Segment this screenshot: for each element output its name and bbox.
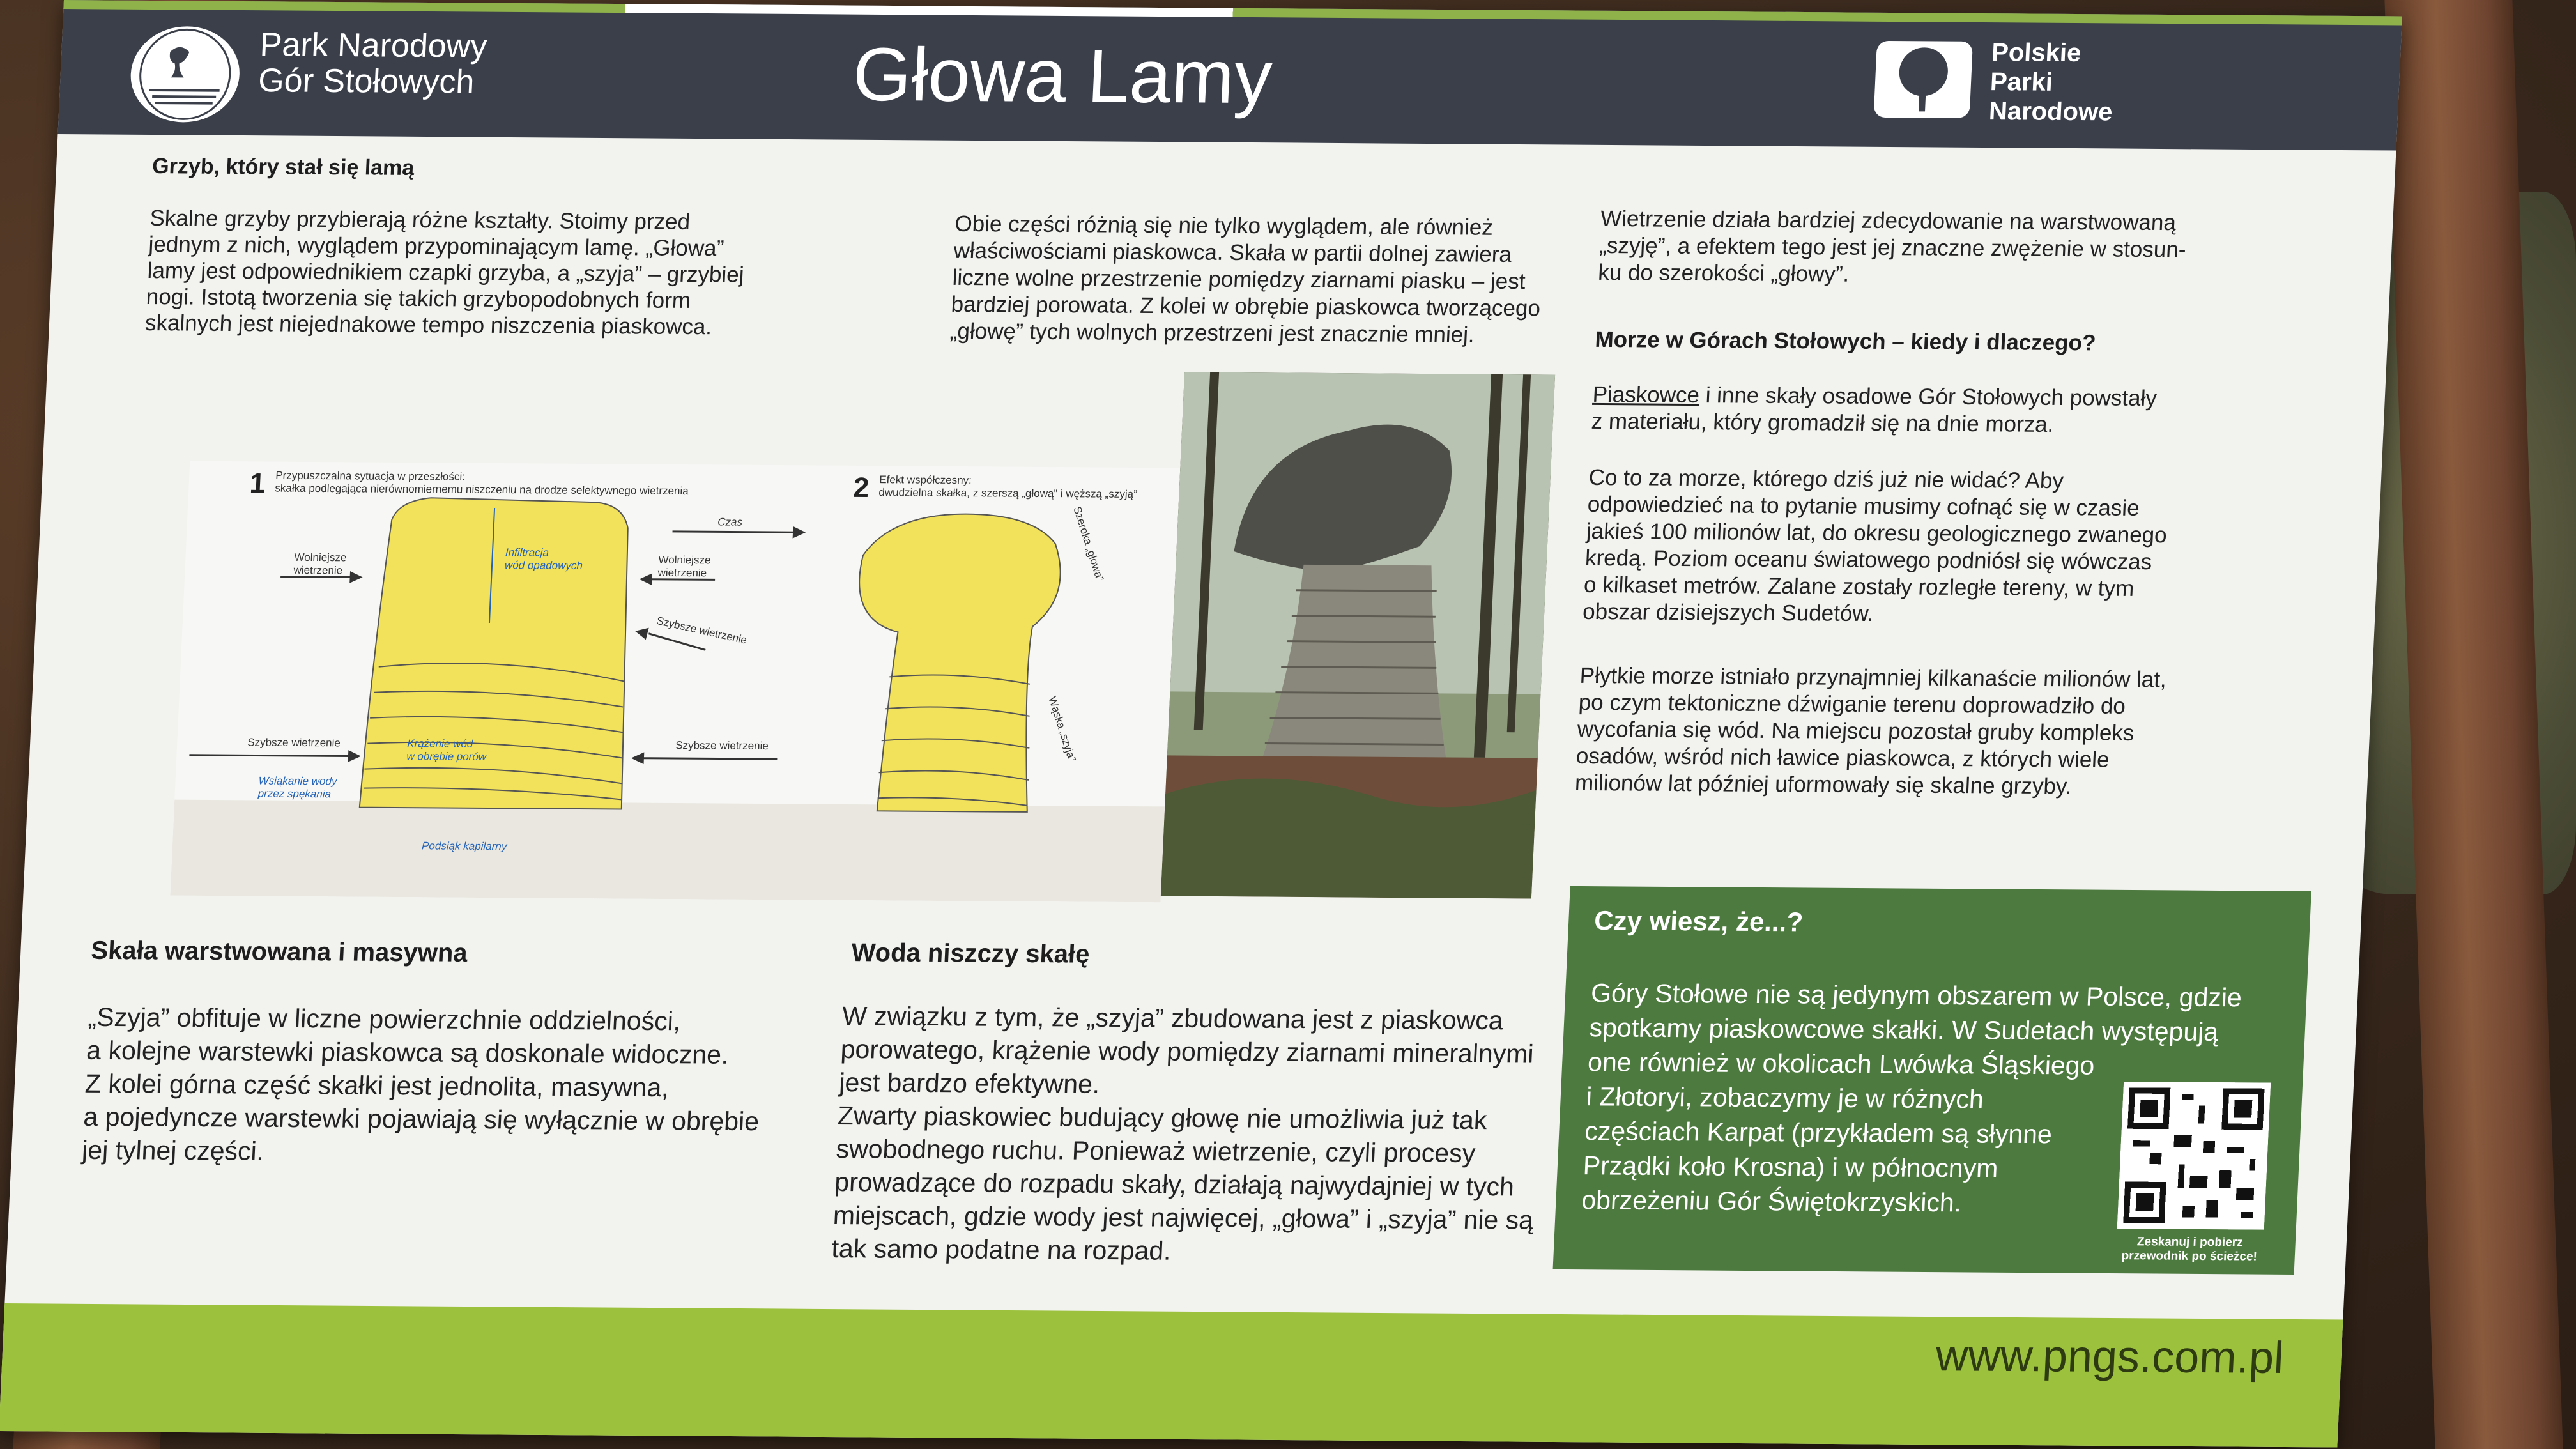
diagram-drawing (170, 461, 1180, 903)
weathering-diagram (170, 461, 1180, 903)
label-slower-left: Wolniejsze wietrzenie (293, 551, 347, 577)
text-layered: „Szyja” obfituje w liczne powierzchnie oddzielności, a kolejne warstewki piaskowca są doskonale widoczne. Z kolei górna część skałki jest jednolita, masywna, a pojedyncze warstewki pojawiają się wyłącznie w obrębie jej tylnej części. (81, 1002, 760, 1166)
label-faster-left: Szybsze wietrzenie (247, 736, 341, 749)
text-sea-1 (1591, 381, 2264, 440)
label-narrow-neck: Wąska „szyja” (1046, 694, 1078, 763)
text-sea-2: Co to za morze, którego dziś już nie widać? Aby odpowiedzieć na to pytanie musimy cofnąć się w czasie jakieś 100 milionów lat, do okresu geologicznego zwanego kredą. Poziom oceanu światowego podniósł się wówczas o kilkaset metrów. Zalane zostały rozległe tereny, w tym obszar dzisiejszych Sudetów. (1582, 464, 2168, 627)
step-1-number: 1 (249, 468, 266, 500)
text-sea-3: Płytkie morze istniało przynajmniej kilkanaście milionów lat, po czym tektoniczne dźwiganie terenu doprowadziło do wycofania się wód. Na miejscu pozostał gruby kompleks osadów, wśród nich ławice piaskowca, z których wiele milionów lat później uformowały się skalne grzyby. (1574, 663, 2167, 799)
text-sea-1-rest: i inne skały osadowe Gór Stołowych powstały z materiału, który gromadził się na dnie morza. (1590, 383, 2158, 437)
text-porosity: Obie części różnią się nie tylko wyglądem, ale również właściwościami piaskowca. Skała w partii dolnej zawiera liczne wolne przestrzenie pomiędzy ziarnami piasku – jest bardziej porowata. Z kolei w obrębie piaskowca tworzącego „głowę” tych wolnych przestrzeni jest znacznie mniej. (949, 211, 1541, 348)
header-color-strip (63, 0, 2402, 26)
step-2-subtitle: dwudzielna skałka, z szerszą „głową” i węższą „szyją” (878, 486, 1138, 500)
step-1-subtitle: skałka podlegająca nierównomiernemu niszczeniu na drodze selektywnego wietrzenia (274, 482, 689, 498)
label-faster-right: Szybsze wietrzenie (675, 739, 769, 753)
page-title: Głowa Lamy (851, 32, 1274, 120)
link-piaskowce[interactable]: Piaskowce (1591, 381, 1700, 408)
label-infiltration: Infiltracja wód opadowych (504, 546, 583, 572)
board-header (57, 0, 2402, 151)
qr-caption: Zeskanuj i pobierz przewodnik po ścieżce! (2121, 1235, 2258, 1264)
park-logo-icon (128, 26, 241, 123)
park-name: Park Narodowy Gór Stołowych (257, 26, 488, 101)
did-you-know-text: Góry Stołowe nie są jedynym obszarem w Polsce, gdzie spotkamy piaskowcowe skałki. W Sudetach występują one również w okolicach Lwówka Śląskiego i Złotoryi, zobaczymy je w różnych częściach Karpat (przykładem są słynne Prządki koło Krosna) i w północnym obrzeżeniu Gór Świętokrzyskich. (1581, 978, 2242, 1218)
did-you-know-title: Czy wiesz, że...? (1593, 905, 1804, 937)
label-capillary: Podsiąk kapilarny (421, 839, 507, 853)
rock-photo-drawing (1161, 372, 1555, 898)
step-2-number: 2 (852, 471, 870, 504)
text-water: W związku z tym, że „szyja” zbudowana jest z piaskowca porowatego, krążenie wody pomiędzy ziarnami mineralnymi jest bardzo efektywne. Zwarty piaskowiec budujący głowę nie umożliwia już tak swobodnego ruchu. Ponieważ wietrzenie, czyli procesy prowadzące do rozpadu skały, działają najwydajniej w tych miejscach, gdzie wody jest najwięcej, „głowa” i „szyja” nie są tak samo podatne na rozpad. (831, 1001, 1535, 1266)
label-faster-mid: Szybsze wietrzenie (655, 614, 749, 647)
text-mushroom: Skalne grzyby przybierają różne kształty. Stoimy przed jednym z nich, wyglądem przypominającym lamę. „Głowa” lamy jest odpowiednikiem czapki grzyba, a „szyja” – grzybiej nogi. Istotą tworzenia się takich grzybopodobnych form skalnych jest niejednakowe tempo niszczenia piaskowca. (144, 206, 745, 340)
did-you-know-box (1553, 886, 2312, 1275)
label-pore-circulation: Krążenie wód w obrębie porów (406, 737, 487, 763)
label-czas: Czas (717, 516, 743, 528)
section-title-water: Woda niszczy skałę (850, 939, 1091, 969)
wooden-post-right (2384, 0, 2563, 1449)
qr-code-icon[interactable] (2117, 1082, 2271, 1230)
label-wide-head: Szeroka „głowa” (1071, 505, 1107, 583)
label-crack-seepage: Wsiąkanie wody przez spękania (257, 774, 337, 801)
section-title-layered: Skała warstwowana i masywna (90, 936, 468, 967)
text-weathering: Wietrzenie działa bardziej zdecydowanie na warstwowaną „szyję”, a efektem tego jest jej znaczne zwężenie w stosun- ku do szerokości „głowy”. (1597, 206, 2187, 287)
section-title-mushroom: Grzyb, który stał się lamą (151, 154, 415, 180)
step-1-title: Przypuszczalna sytuacja w przeszłości: (275, 469, 466, 483)
label-slower-right: Wolniejsze wietrzenie (657, 553, 711, 579)
rock-photo (1161, 372, 1555, 898)
website-link[interactable]: www.pngs.com.pl (1935, 1330, 2285, 1383)
ppn-name: Polskie Parki Narodowe (1988, 38, 2113, 126)
section-title-sea: Morze w Górach Stołowych – kiedy i dlaczego? (1594, 326, 2097, 356)
tree-logo-icon (1867, 34, 1979, 125)
step-2-title: Efekt współczesny: (878, 473, 972, 487)
board-footer (0, 1303, 2343, 1448)
